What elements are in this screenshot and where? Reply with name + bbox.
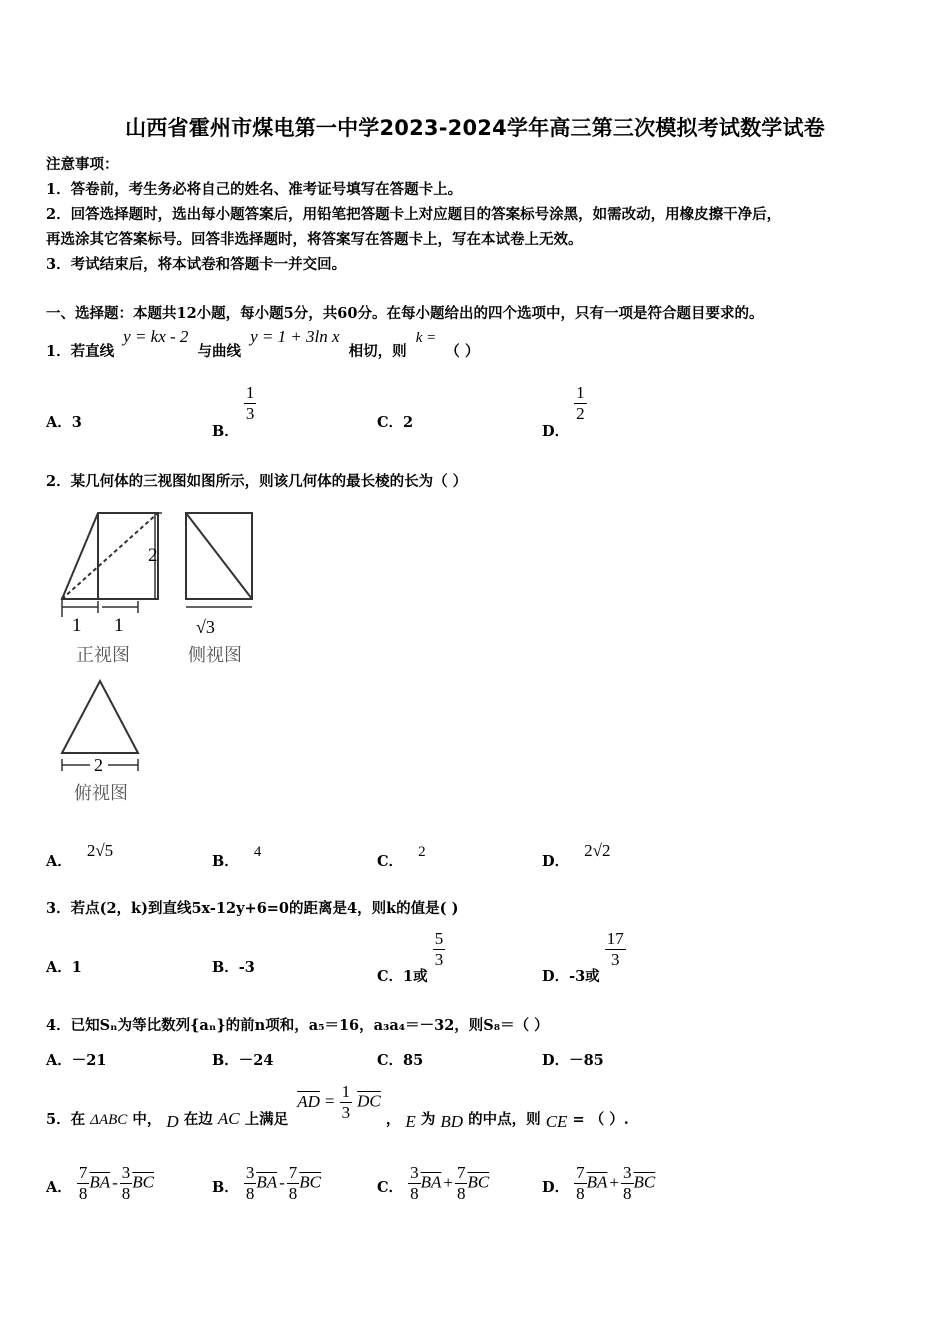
- q2-a-value: 2√5: [86, 841, 114, 860]
- q5-option-b[interactable]: [212, 1163, 321, 1204]
- side-view-caption: 侧视图: [188, 645, 242, 665]
- q5-d-n2: 3: [623, 1163, 632, 1182]
- q5-option-c[interactable]: [377, 1163, 489, 1204]
- q5-b-n1: 3: [245, 1163, 255, 1182]
- q5-a-n1: 7: [78, 1163, 88, 1182]
- q2-a-label: A．: [46, 853, 72, 870]
- top-view-caption: 俯视图: [74, 783, 128, 803]
- q5-eq: =: [324, 1091, 335, 1111]
- q5-t7: 的中点，则: [468, 1110, 541, 1128]
- q1-option-d-label: D．: [542, 422, 570, 440]
- q4-option-a[interactable]: A．－21: [46, 1052, 107, 1069]
- q1-text-1: 1．若直线: [46, 343, 115, 360]
- q2-option-b[interactable]: [212, 840, 262, 870]
- q5-d-d1: 8: [576, 1184, 585, 1203]
- q2-option-a[interactable]: [46, 840, 114, 870]
- q5-a-label: A．: [46, 1178, 72, 1196]
- q5-d: D: [166, 1111, 179, 1131]
- q5-a-v1: $\overline{BA}$: [89, 1172, 111, 1192]
- q5-d-v2: $\overline{BC}$: [633, 1172, 656, 1192]
- q5-t4: 上满足: [244, 1110, 289, 1128]
- q2-c-value: 2: [418, 844, 426, 860]
- q2-d-label: D．: [542, 853, 570, 870]
- notice-heading: 注意事项：: [46, 156, 119, 173]
- q5-t3: 在边: [183, 1110, 213, 1128]
- q5-d-label: D．: [542, 1178, 570, 1196]
- q1-b-num: 1: [245, 383, 255, 402]
- q3-option-d[interactable]: [542, 929, 626, 985]
- q5-fd: 3: [341, 1103, 351, 1122]
- q3-d-den: 3: [611, 950, 620, 969]
- notice-item-2-cont: 再选涂其它答案标号。回答非选择题时，将答案写在答题卡上，写在本试卷上无效。: [46, 231, 583, 248]
- q5-d-d2: 8: [623, 1184, 632, 1203]
- q5-b-d1: 8: [245, 1184, 255, 1203]
- q5-t2: 中，: [132, 1110, 162, 1128]
- q2-c-label: C．: [377, 853, 404, 870]
- q5-b-v1: $\overline{BA}$: [256, 1172, 278, 1192]
- q5-c-frac2: [455, 1163, 468, 1204]
- q5-t1: 5．在: [46, 1110, 86, 1128]
- q5-b-frac1: [244, 1163, 257, 1204]
- q5-e: E: [405, 1111, 416, 1131]
- q1-option-b-label: B．: [212, 422, 239, 440]
- q5-d-op: +: [609, 1172, 620, 1192]
- q1-option-b-fraction: [244, 383, 257, 424]
- q5-a-frac2: [120, 1163, 133, 1204]
- q5-ce: CE: [545, 1111, 568, 1131]
- q5-c-frac1: [408, 1163, 421, 1204]
- three-view-figure: [50, 505, 270, 805]
- q5-c-n1: 3: [410, 1163, 419, 1182]
- side-view: [186, 513, 252, 599]
- q1-d-num: 1: [576, 383, 585, 402]
- q5-bd: BD: [440, 1111, 464, 1131]
- q5-a-d1: 8: [78, 1184, 88, 1203]
- q1-option-d-fraction: [574, 383, 587, 424]
- q3-d-fraction: [605, 929, 626, 970]
- q3-d-num: 17: [606, 929, 624, 948]
- q4-option-b[interactable]: B．－24: [212, 1052, 274, 1069]
- q5-a-frac1: [77, 1163, 90, 1204]
- q1-text-2: 与曲线: [197, 343, 241, 360]
- q5-b-frac2: [287, 1163, 300, 1204]
- q5-a-d2: 8: [121, 1184, 131, 1203]
- q5-c-label: C．: [377, 1178, 404, 1196]
- q5-b-n2: 7: [288, 1163, 298, 1182]
- front-dim-2: 2: [148, 545, 158, 566]
- q2-option-c[interactable]: [377, 840, 426, 870]
- q5-t8: = （ ）.: [572, 1110, 629, 1128]
- q5-b-v2: $\overline{BC}$: [299, 1172, 322, 1192]
- q5-d-n1: 7: [576, 1163, 585, 1182]
- q5-c-d1: 8: [410, 1184, 419, 1203]
- q1-text-3: 相切，则: [348, 343, 407, 360]
- q3-option-a[interactable]: A．1: [46, 959, 82, 976]
- front-dim-1b: 1: [114, 615, 124, 636]
- q1-text-4: （ ）: [445, 343, 480, 360]
- question-2: 2．某几何体的三视图如图所示，则该几何体的最长棱的长为（ ）: [46, 473, 468, 490]
- question-5: [46, 1082, 629, 1131]
- top-view: [62, 681, 138, 753]
- q1-b-den: 3: [245, 404, 255, 423]
- q5-d-frac1: [574, 1163, 587, 1204]
- q5-a-op: -: [112, 1172, 118, 1192]
- page-title: 山西省霍州市煤电第一中学2023-2024学年高三第三次模拟考试数学试卷: [125, 116, 825, 140]
- section-heading: 一、选择题：本题共12小题，每小题5分，共60分。在每小题给出的四个选项中，只有一项是符合题目要求的。: [46, 305, 764, 322]
- front-view: [62, 513, 158, 599]
- q3-d-label: D．-3或: [542, 967, 600, 985]
- q5-t6: 为: [420, 1110, 436, 1128]
- question-3: 3．若点(2，k)到直线5x-12y+6=0的距离是4，则k的值是( ): [46, 900, 459, 917]
- q3-c-num: 5: [434, 929, 444, 948]
- q3-option-c[interactable]: [377, 929, 445, 985]
- notice-item-3: 3．考试结束后，将本试卷和答题卡一并交回。: [46, 256, 347, 273]
- q1-option-b[interactable]: [212, 383, 256, 440]
- q1-option-a[interactable]: A．3: [46, 414, 82, 431]
- q5-d-frac2: [621, 1163, 634, 1204]
- q1-line-equation: y = kx - 2: [123, 327, 189, 346]
- q5-vec-ad: $\overline{AD}$: [297, 1091, 320, 1111]
- question-1: [46, 326, 480, 360]
- q3-c-label: C．1或: [377, 967, 428, 985]
- q5-c-op: +: [443, 1172, 453, 1192]
- q5-a-v2: $\overline{BC}$: [132, 1172, 155, 1192]
- q1-k: k =: [415, 330, 437, 346]
- q2-d-value: 2√2: [584, 841, 611, 860]
- q3-option-b[interactable]: B．-3: [212, 959, 255, 976]
- front-dim-1a: 1: [72, 615, 82, 636]
- side-dim-sqrt3: √3: [196, 617, 215, 637]
- q2-option-d[interactable]: [542, 840, 611, 870]
- front-view-caption: 正视图: [76, 645, 130, 665]
- top-dim-2: 2: [94, 755, 103, 775]
- q2-b-label: B．: [212, 853, 239, 870]
- notice-item-1: 1．答卷前，考生务必将自己的姓名、准考证号填写在答题卡上。: [46, 181, 463, 198]
- question-4: 4．已知Sₙ为等比数列{aₙ}的前n项和，a₅＝16，a₃a₄＝－32，则S₈＝（ ）: [46, 1017, 549, 1034]
- q1-curve-equation: y = 1 + 3ln x: [250, 327, 340, 346]
- q4-option-c[interactable]: C．85: [377, 1052, 424, 1069]
- q5-vec-dc: $\overline{DC}$: [357, 1091, 381, 1111]
- q3-c-fraction: [433, 929, 446, 970]
- q5-b-d2: 8: [288, 1184, 298, 1203]
- notice-item-2: 2．回答选择题时，选出每小题答案后，用铅笔把答题卡上对应题目的答案标号涂黑，如需改动，用橡皮擦干净后，: [46, 206, 782, 223]
- q1-option-d[interactable]: [542, 383, 587, 440]
- q4-option-d[interactable]: D．－85: [542, 1052, 604, 1069]
- q2-b-value: 4: [253, 844, 262, 860]
- q5-a-n2: 3: [121, 1163, 131, 1182]
- q3-c-den: 3: [434, 950, 444, 969]
- q5-triangle: ΔABC: [90, 1111, 128, 1128]
- q1-option-c[interactable]: C．2: [377, 414, 414, 431]
- q5-fraction: [340, 1082, 353, 1123]
- q5-b-label: B．: [212, 1178, 239, 1196]
- q5-option-d[interactable]: [542, 1163, 655, 1204]
- q5-b-op: -: [279, 1172, 285, 1192]
- q5-c-n2: 7: [456, 1163, 466, 1182]
- q1-d-den: 2: [576, 404, 585, 423]
- q5-fn: 1: [341, 1082, 351, 1101]
- q5-d-v1: $\overline{BA}$: [586, 1172, 608, 1192]
- q5-c-d2: 8: [456, 1184, 466, 1203]
- q5-t5: ，: [385, 1110, 401, 1128]
- q5-c-v1: $\overline{BA}$: [420, 1172, 442, 1192]
- q5-ac: AC: [217, 1108, 240, 1128]
- q5-option-a[interactable]: [46, 1163, 154, 1204]
- q5-c-v2: $\overline{BC}$: [467, 1172, 490, 1192]
